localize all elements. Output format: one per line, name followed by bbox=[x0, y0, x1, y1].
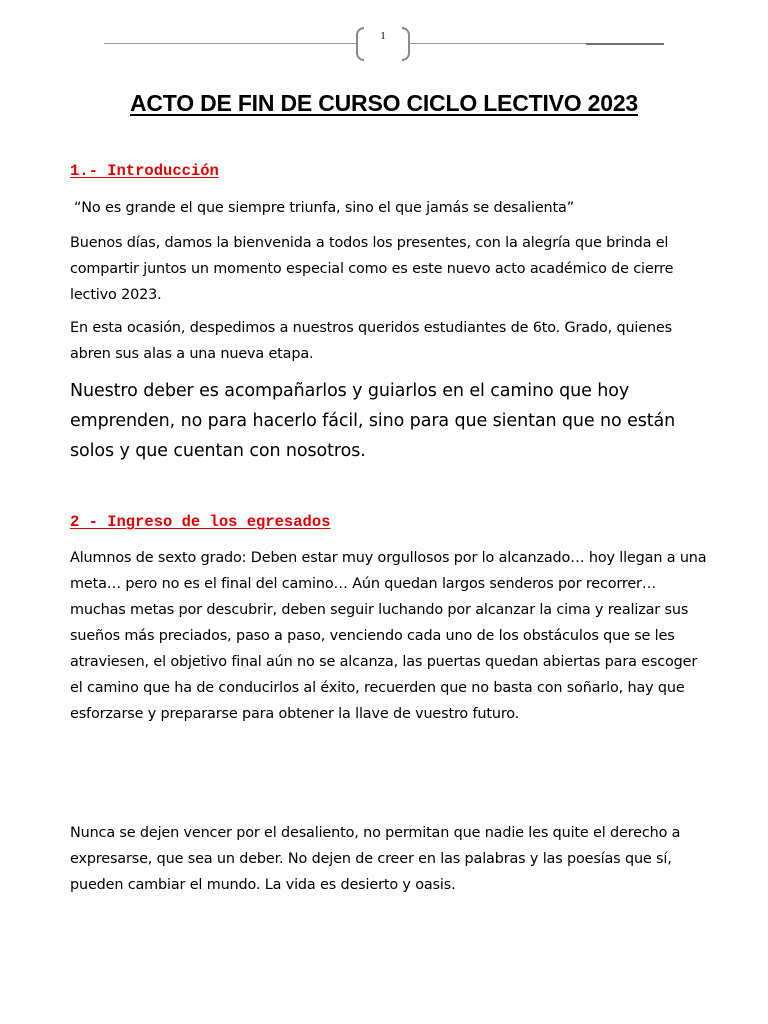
paragraph-farewell: En esta ocasión, despedimos a nuestros queridos estudiantes de 6to. Grado, quienes abren sus alas a una nueva etapa. bbox=[70, 320, 672, 362]
opening-quote: “No es grande el que siempre triunfa, sino el que jamás se desalienta” bbox=[74, 200, 574, 216]
page-number-bracket-right bbox=[402, 27, 410, 61]
header-rule-right bbox=[410, 43, 664, 44]
page-number-bracket-left bbox=[356, 27, 364, 61]
paragraph-welcome: Buenos días, damos la bienvenida a todos los presentes, con la alegría que brinda el compartir juntos un momento especial como es este nuevo acto académico de cierre lectivo 2023. bbox=[70, 235, 674, 303]
paragraph-duty: Nuestro deber es acompañarlos y guiarlos en el camino que hoy emprenden, no para hacerlo fácil, sino para que sientan que no están solos y que cuentan con nosotros. bbox=[70, 381, 676, 461]
document-title: ACTO DE FIN DE CURSO CICLO LECTIVO 2023 bbox=[129, 90, 639, 116]
paragraph-students: Alumnos de sexto grado: Deben estar muy orgullosos por lo alcanzado… hoy llegan a una meta… pero no es el final del camino… Aún quedan largos senderos por recorrer… muchas metas por descubrir, deben seguir luchando por alcanzar la cima y realizar sus sueños más preciados, paso a paso, venciendo cada uno de los obstáculos que se les atraviesen, el objetivo final aún no se alcanza, las puertas quedan abiertas para escoger el camino que ha de conducirlos al éxito, recuerden que no basta con soñarlo, hay que esforzarse y prepararse para obtener la llave de vuestro futuro. bbox=[70, 550, 707, 722]
page-number: 1 bbox=[380, 30, 386, 42]
section-heading-introduccion: 1.- Introducción bbox=[70, 162, 219, 180]
header-rule-left bbox=[104, 43, 356, 44]
section-heading-ingreso: 2 - Ingreso de los egresados bbox=[70, 513, 331, 531]
paragraph-never-give-up: Nunca se dejen vencer por el desaliento, no permitan que nadie les quite el derecho a expresarse, que sea un deber. No dejen de creer en las palabras y las poesías que sí, pueden cambiar el mundo. La vida es desierto y oasis. bbox=[70, 825, 681, 893]
